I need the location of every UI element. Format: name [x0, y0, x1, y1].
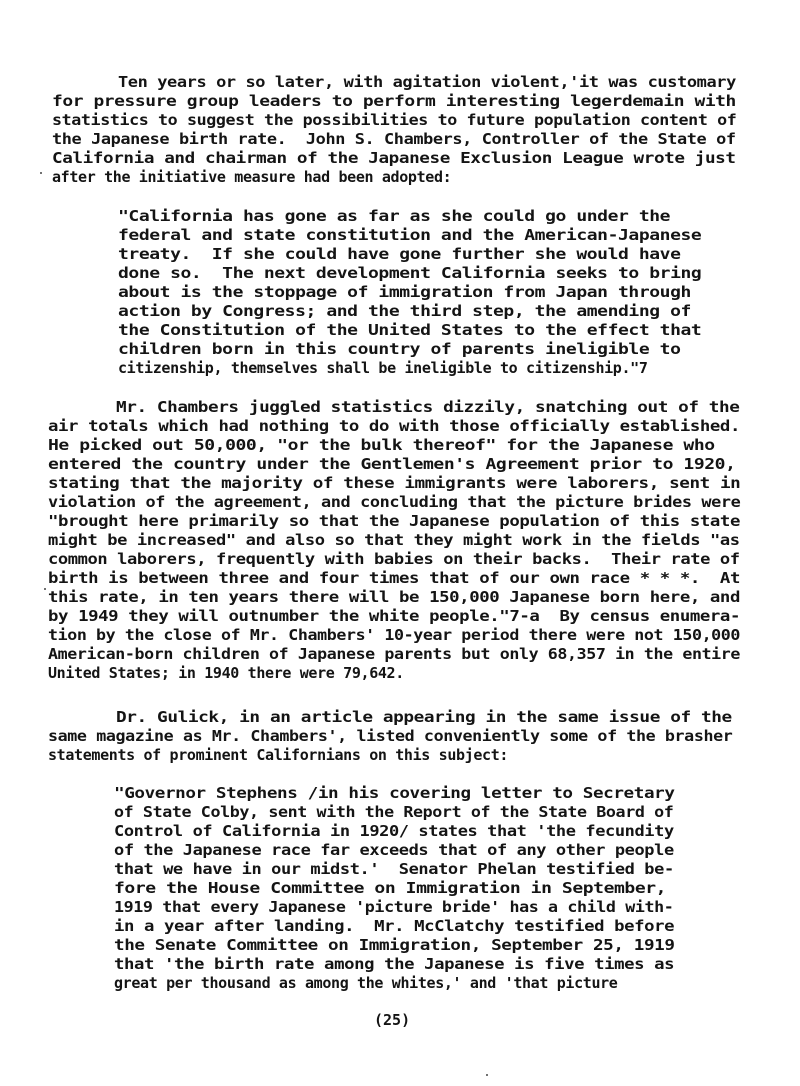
text-line: 1919 that every Japanese 'picture bride' has a child with-: [114, 898, 674, 916]
text-line: the Senate Committee on Immigration, September 25, 1919: [114, 936, 675, 954]
scan-speck: [40, 172, 42, 174]
text-line: in a year after landing. Mr. McClatchy testified before: [114, 917, 675, 935]
text-line: about is the stoppage of immigration from Japan through: [118, 283, 691, 301]
text-line: that 'the birth rate among the Japanese is five times as: [114, 955, 675, 973]
text-line: same magazine as Mr. Chambers', listed conveniently some of the brasher: [48, 727, 733, 745]
text-line: this rate, in ten years there will be 150,000 Japanese born here, and: [48, 588, 741, 606]
text-line: statistics to suggest the possibilities to future population content of: [52, 111, 737, 129]
text-line: by 1949 they will outnumber the white people."7-a By census enumera-: [48, 607, 741, 625]
text-line: done so. The next development California seeks to bring: [118, 264, 702, 282]
text-line: "brought here primarily so that the Japanese population of this state: [48, 512, 741, 530]
text-line: fore the House Committee on Immigration in September,: [114, 879, 667, 897]
text-line: California and chairman of the Japanese Exclusion League wrote just: [52, 149, 736, 167]
text-line: air totals which had nothing to do with those officially established.: [48, 417, 741, 435]
text-line: that we have in our midst.' Senator Phelan testified be-: [114, 860, 674, 878]
text-line: after the initiative measure had been adopted:: [52, 168, 452, 186]
text-line: "Governor Stephens /in his covering letter to Secretary: [114, 784, 675, 802]
text-line: entered the country under the Gentlemen's Agreement prior to 1920,: [48, 455, 736, 473]
text-line: United States; in 1940 there were 79,642.: [48, 664, 404, 682]
text-line: Ten years or so later, with agitation violent,'it was customary: [118, 73, 736, 91]
text-line: statements of prominent Californians on this subject:: [48, 746, 509, 764]
text-line: American-born children of Japanese parents but only 68,357 in the entire: [48, 645, 741, 663]
text-line: common laborers, frequently with babies on their backs. Their rate of: [48, 550, 740, 568]
scan-speck: [486, 1074, 488, 1076]
text-line: "California has gone as far as she could go under the: [118, 207, 671, 225]
text-line: citizenship, themselves shall be ineligible to citizenship."7: [118, 359, 648, 377]
text-line: children born in this country of parents ineligible to: [118, 340, 681, 358]
text-line: Mr. Chambers juggled statistics dizzily, snatching out of the: [116, 398, 740, 416]
text-line: might be increased" and also so that they might work in the fields "as: [48, 531, 740, 549]
text-line: the Constitution of the United States to the effect that: [118, 321, 702, 339]
text-line: the Japanese birth rate. John S. Chambers, Controller of the State of: [52, 130, 736, 148]
text-line: federal and state constitution and the American-Japanese: [118, 226, 702, 244]
text-line: of the Japanese race far exceeds that of any other people: [114, 841, 674, 859]
text-line: great per thousand as among the whites,' and 'that picture: [114, 974, 618, 992]
text-line: tion by the close of Mr. Chambers' 10-year period there were not 150,000: [48, 626, 741, 644]
page-number: (25): [374, 1011, 411, 1029]
text-line: birth is between three and four times that of our own race * * *. At: [48, 569, 741, 587]
text-line: violation of the agreement, and concluding that the picture brides were: [48, 493, 741, 511]
text-line: treaty. If she could have gone further she would have: [118, 245, 681, 263]
text-line: for pressure group leaders to perform interesting legerdemain with: [52, 92, 736, 110]
text-line: Control of California in 1920/ states that 'the fecundity: [114, 822, 674, 840]
text-line: Dr. Gulick, in an article appearing in the same issue of the: [116, 708, 732, 726]
text-line: action by Congress; and the third step, the amending of: [118, 302, 691, 320]
scan-speck: [44, 588, 46, 590]
text-line: He picked out 50,000, "or the bulk thereof" for the Japanese who: [48, 436, 715, 454]
text-line: of State Colby, sent with the Report of the State Board of: [114, 803, 674, 821]
text-line: stating that the majority of these immigrants were laborers, sent in: [48, 474, 741, 492]
